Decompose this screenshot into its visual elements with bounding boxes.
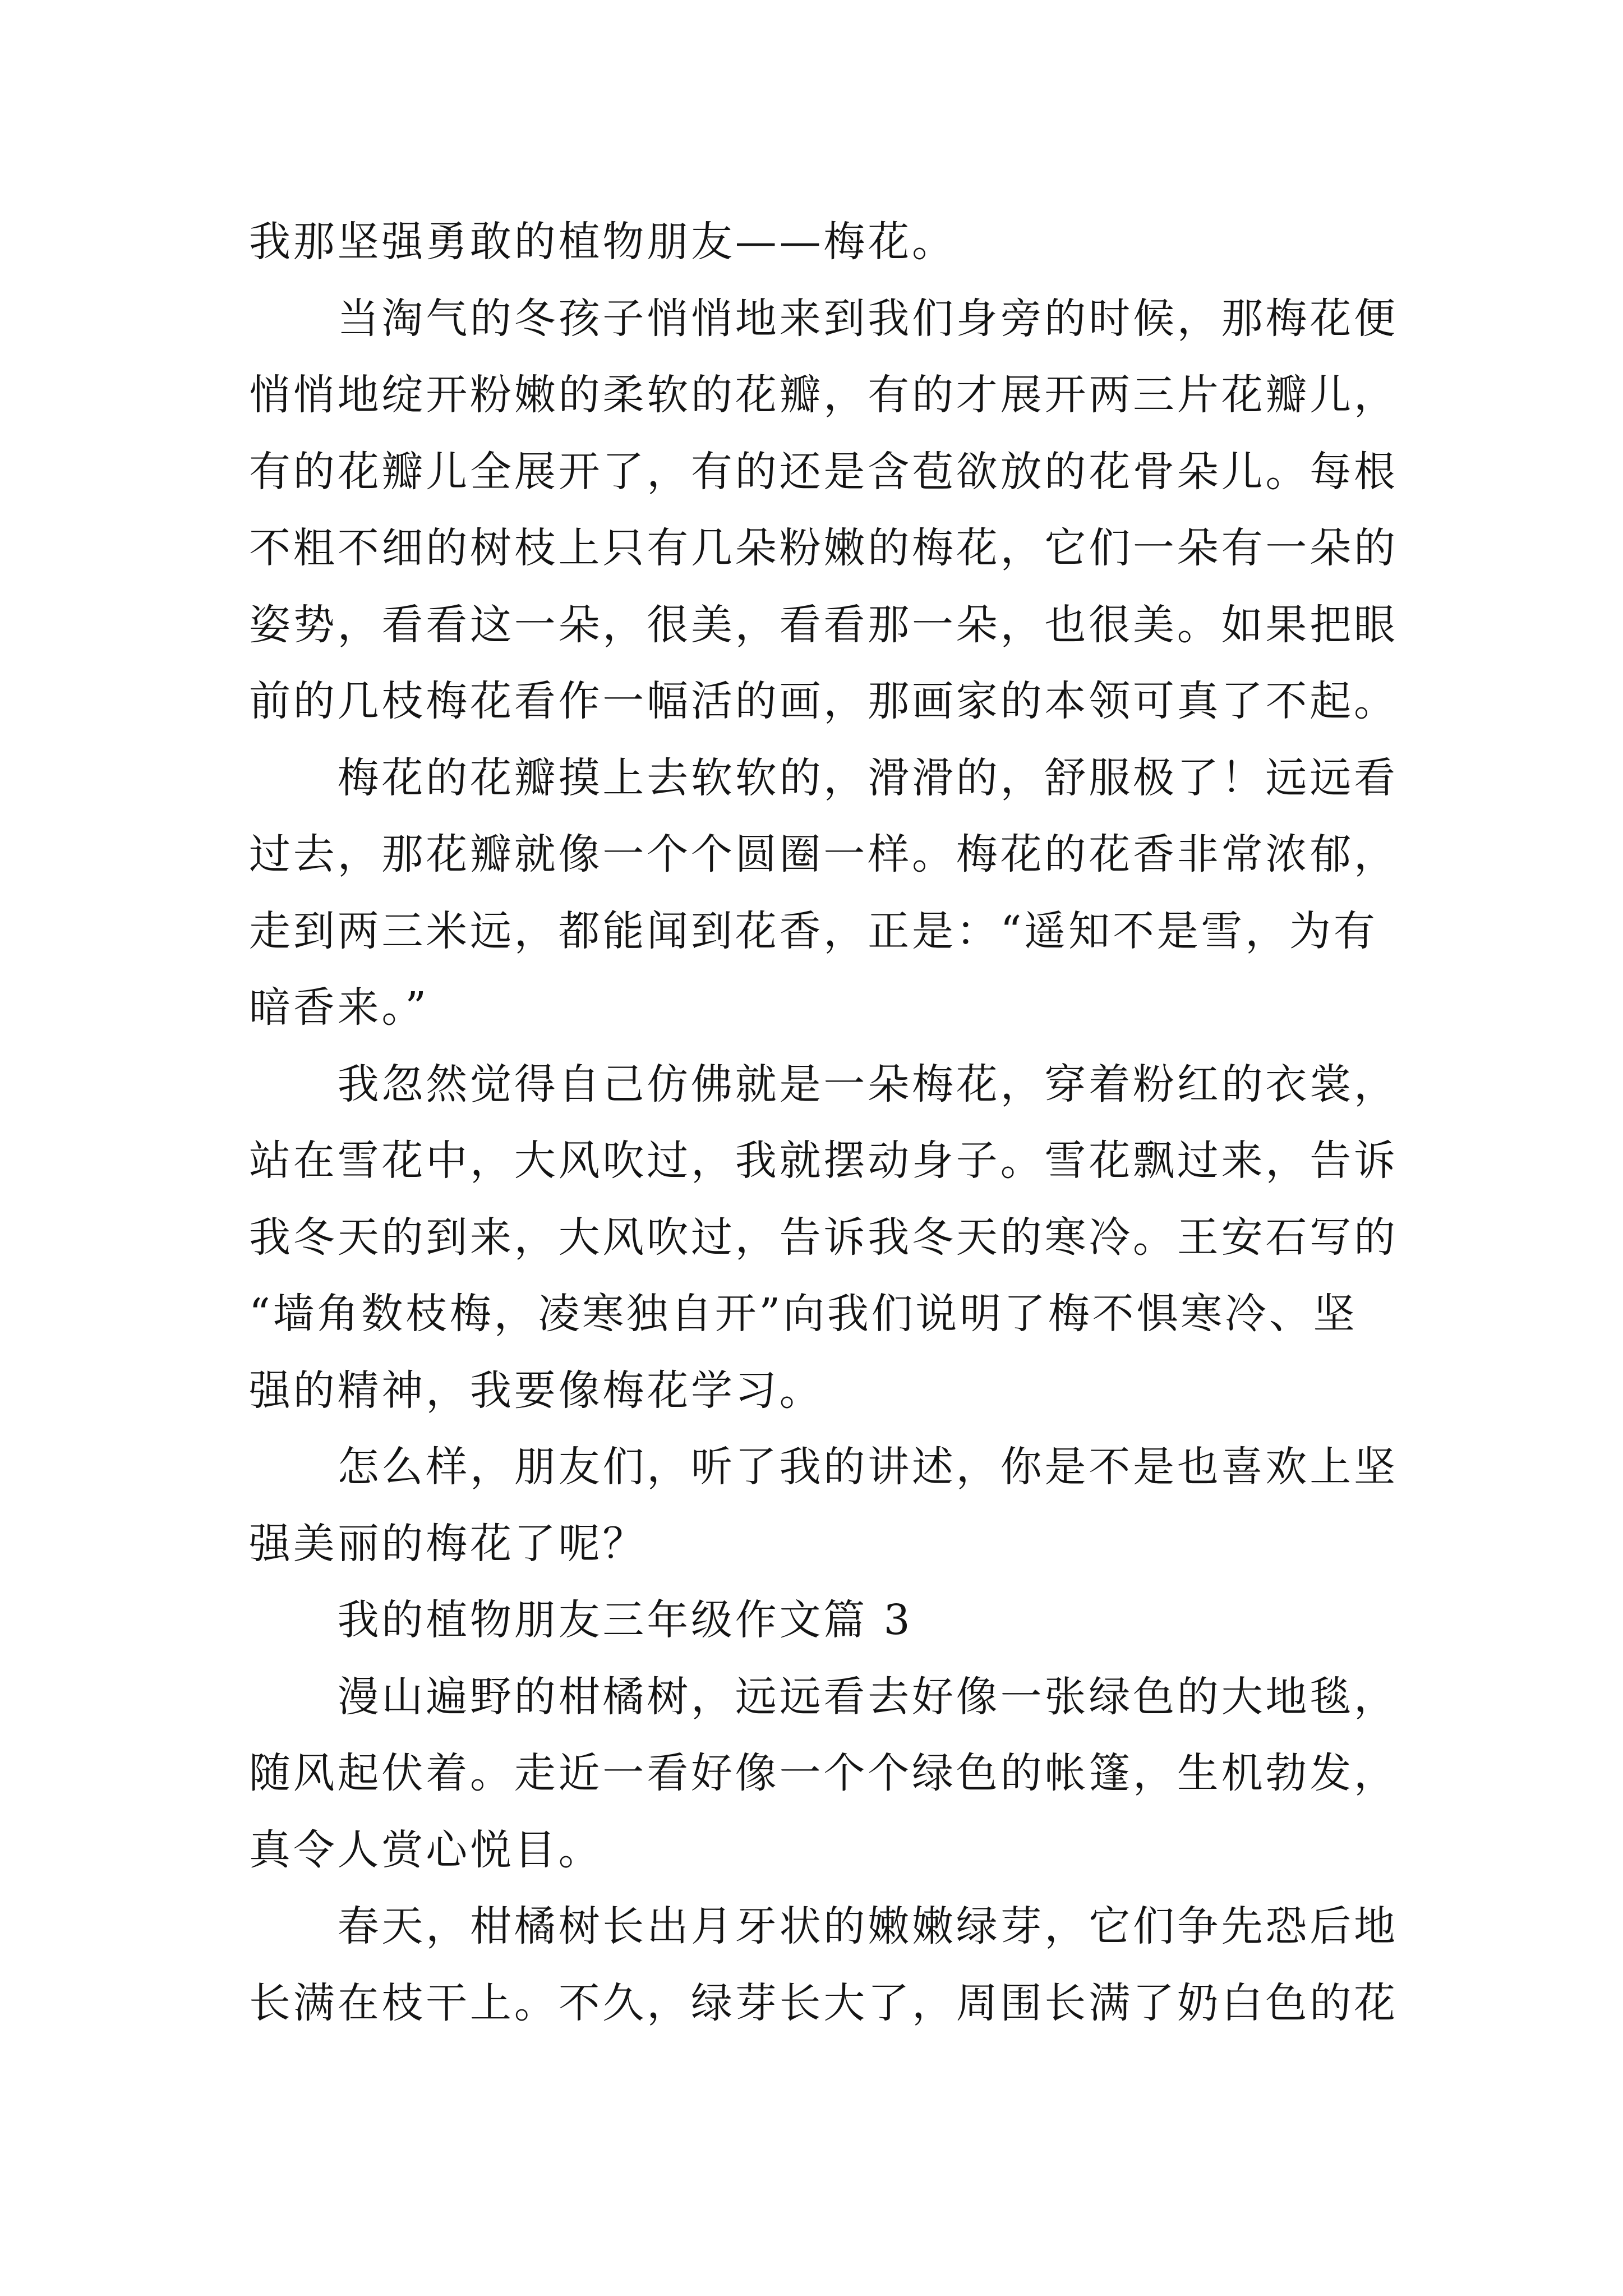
paragraph (249, 280, 1404, 740)
text-line: 走到两三米远，都能闻到花香，正是：“遥知不是雪，为有 (249, 907, 1378, 955)
text-line: 梅花的花瓣摸上去软软的，滑滑的，舒服极了！远远看 (337, 753, 1398, 802)
text-line: 强的精神，我要像梅花学习。 (249, 1366, 824, 1415)
text-line: 真令人赏心悦目。 (249, 1825, 603, 1874)
paragraph (249, 204, 1404, 280)
text-line: 强美丽的梅花了呢？ (249, 1519, 647, 1568)
text-line: 我冬天的到来，大风吹过，告诉我冬天的寒冷。王安石写的 (249, 1213, 1398, 1262)
document-body (249, 204, 1404, 2041)
text-line: 姿势，看看这一朵，很美，看看那一朵，也很美。如果把眼 (249, 600, 1398, 649)
text-line: 前的几枝梅花看作一幅活的画，那画家的本领可真了不起。 (249, 677, 1398, 725)
paragraph (249, 740, 1404, 1046)
text-line: 悄悄地绽开粉嫩的柔软的花瓣，有的才展开两三片花瓣儿， (249, 371, 1398, 419)
paragraph (249, 1046, 1404, 1429)
text-line: 暗香来。” (249, 983, 429, 1032)
text-line: 漫山遍野的柑橘树，远远看去好像一张绿色的大地毯， (337, 1672, 1398, 1721)
section-heading (249, 1582, 1404, 1659)
section-heading-text: 我的植物朋友三年级作文篇 3 (337, 1596, 913, 1644)
text-line: 不粗不细的树枝上只有几朵粉嫩的梅花，它们一朵有一朵的 (249, 524, 1398, 572)
text-line: 我那坚强勇敢的植物朋友——梅花。 (249, 218, 956, 266)
text-line: 有的花瓣儿全展开了，有的还是含苞欲放的花骨朵儿。每根 (249, 447, 1398, 496)
text-line: 过去，那花瓣就像一个个圆圈一样。梅花的花香非常浓郁， (249, 830, 1398, 878)
text-line: 怎么样，朋友们，听了我的讲述，你是不是也喜欢上坚 (337, 1443, 1398, 1491)
text-line: 长满在枝干上。不久，绿芽长大了，周围长满了奶白色的花 (249, 1978, 1398, 2027)
text-line: 春天，柑橘树长出月牙状的嫩嫩绿芽，它们争先恐后地 (337, 1902, 1398, 1950)
text-line: 我忽然觉得自己仿佛就是一朵梅花，穿着粉红的衣裳， (337, 1060, 1398, 1108)
paragraph (249, 1429, 1404, 1582)
text-line: 随风起伏着。走近一看好像一个个绿色的帐篷，生机勃发， (249, 1749, 1398, 1797)
text-line: 站在雪花中，大风吹过，我就摆动身子。雪花飘过来，告诉 (249, 1137, 1398, 1185)
text-line: “墙角数枝梅，凌寒独自开”向我们说明了梅不惧寒冷、坚 (249, 1290, 1358, 1338)
text-line: 当淘气的冬孩子悄悄地来到我们身旁的时候，那梅花便 (337, 294, 1398, 343)
paragraph (249, 1888, 1404, 2041)
paragraph (249, 1659, 1404, 1889)
